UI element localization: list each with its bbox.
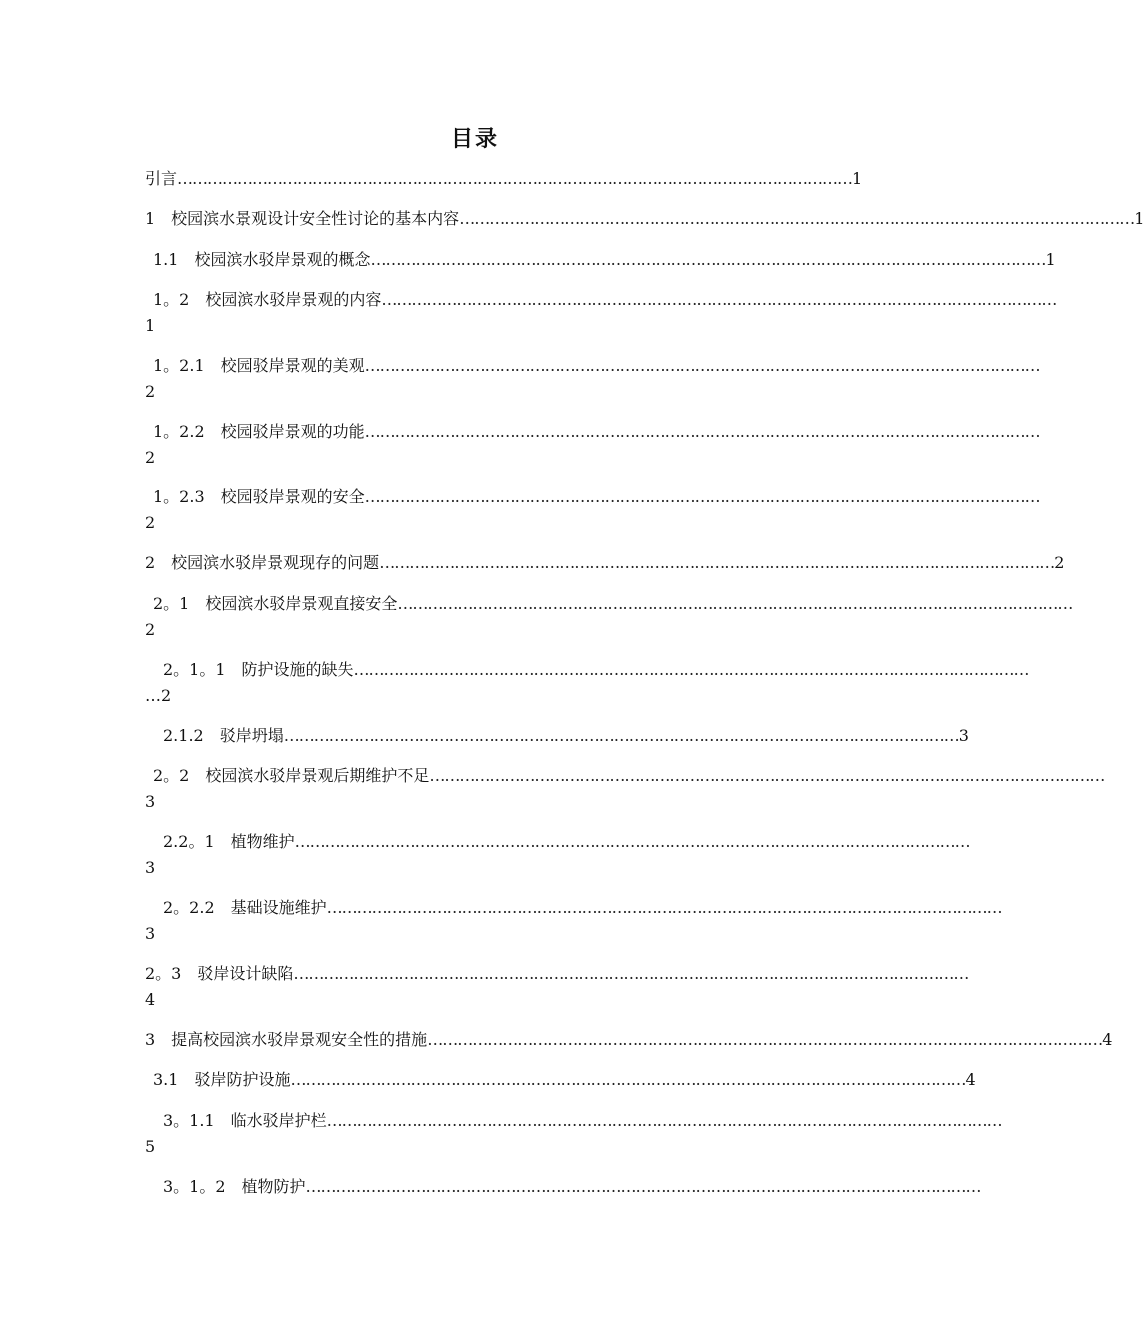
toc-entry-label: 2 校园滨水驳岸景观现存的问题 <box>145 553 380 572</box>
toc-leader-dots: ……………………………………………………………………………………………………………………… <box>293 964 969 983</box>
toc-page-number: 1 <box>1045 250 1056 269</box>
toc-leader-dots: ……………………………………………………………………………………………………………………… <box>379 553 1055 572</box>
toc-page-number: 4 <box>965 1070 976 1089</box>
toc-leader-dots: ……………………………………………………………………………………………………………………… <box>326 898 1002 917</box>
toc-entry-label: 3 提高校园滨水驳岸景观安全性的措施 <box>145 1030 428 1049</box>
toc-entry-label: 2。1 校园滨水驳岸景观直接安全 <box>153 594 398 613</box>
toc-leader-dots: ……………………………………………………………………………………………………………………… <box>326 1111 1002 1130</box>
toc-page-number: 1 <box>145 316 156 335</box>
toc-page-number: 2 <box>1054 553 1065 572</box>
toc-leader-dots: ……………………………………………………………………………………………………………………… <box>429 766 1105 785</box>
toc-entry-label: 2。2.2 基础设施维护 <box>163 898 327 917</box>
toc-entry-label: 3.1 驳岸防护设施 <box>153 1070 291 1089</box>
toc-entry-label: 1。2.1 校园驳岸景观的美观 <box>153 356 365 375</box>
toc-entry-label: 3。1.1 临水驳岸护栏 <box>163 1111 327 1130</box>
toc-page-number: 3 <box>145 858 156 877</box>
toc-page-number: 1 <box>852 169 863 188</box>
toc-leader-dots: ……………………………………………………………………………………………………………………… <box>370 250 1046 269</box>
toc-leader-dots: ……………………………………………………………………………………………………………………… <box>353 660 1029 679</box>
toc-leader-dots: ……………………………………………………………………………………………………………………… <box>305 1177 981 1196</box>
toc-page-number: 3 <box>145 924 156 943</box>
toc-leader-dots: ……………………………………………………………………………………………………………………… <box>290 1070 966 1089</box>
toc-leader-dots: ……………………………………………………………………………………………………………………… <box>397 594 1073 613</box>
toc-page-number: 2 <box>145 382 156 401</box>
toc-entry-label: 1。2.3 校园驳岸景观的安全 <box>153 487 365 506</box>
toc-title: 目录 <box>450 127 499 152</box>
toc-page-number: 2 <box>145 448 156 467</box>
toc-leader-dots: ……………………………………………………………………………………………………………………… <box>177 169 853 188</box>
toc-page-number: 3 <box>145 792 156 811</box>
toc-leader-dots: ……………………………………………………………………………………………………………………… <box>364 356 1040 375</box>
toc-leader-dots: ……………………………………………………………………………………………………………………… <box>283 726 959 745</box>
toc-entry-label: 3。1。2 植物防护 <box>163 1177 306 1196</box>
toc-entry-label: 2.2。1 植物维护 <box>163 832 295 851</box>
toc-leader-dots: ……………………………………………………………………………………………………………………… <box>294 832 970 851</box>
toc-page-number: 2 <box>145 620 156 639</box>
toc-leader-dots: ……………………………………………………………………………………………………………………… <box>459 209 1135 228</box>
toc-entry-label: 引言 <box>145 169 178 188</box>
toc-entry-label: 1。2 校园滨水驳岸景观的内容 <box>153 290 382 309</box>
toc-leader-dots: ……………………………………………………………………………………………………………………… <box>364 422 1040 441</box>
toc-page-number: 3 <box>958 726 969 745</box>
toc-entry-label: 2.1.2 驳岸坍塌 <box>163 726 284 745</box>
toc-page-number: 4 <box>145 990 156 1009</box>
toc-leader-dots: … <box>145 686 161 705</box>
toc-page-number: 1 <box>1134 209 1144 228</box>
toc-entry-label: 2。2 校园滨水驳岸景观后期维护不足 <box>153 766 430 785</box>
toc-entry-label: 2。3 驳岸设计缺陷 <box>145 964 294 983</box>
toc-page-continuation <box>145 685 171 707</box>
toc-leader-dots: ……………………………………………………………………………………………………………………… <box>427 1030 1103 1049</box>
toc-page-number: 4 <box>1102 1030 1113 1049</box>
toc-page-number: 5 <box>145 1137 156 1156</box>
toc-page-number: 2 <box>145 513 156 532</box>
toc-entry-label: 1 校园滨水景观设计安全性讨论的基本内容 <box>145 209 460 228</box>
toc-leader-dots: ……………………………………………………………………………………………………………………… <box>364 487 1040 506</box>
toc-page-number: 2 <box>161 686 172 705</box>
toc-entry-label: 1。2.2 校园驳岸景观的功能 <box>153 422 365 441</box>
toc-entry-label: 2。1。1 防护设施的缺失 <box>163 660 354 679</box>
toc-leader-dots: ……………………………………………………………………………………………………………………… <box>381 290 1057 309</box>
toc-entry-label: 1.1 校园滨水驳岸景观的概念 <box>153 250 371 269</box>
